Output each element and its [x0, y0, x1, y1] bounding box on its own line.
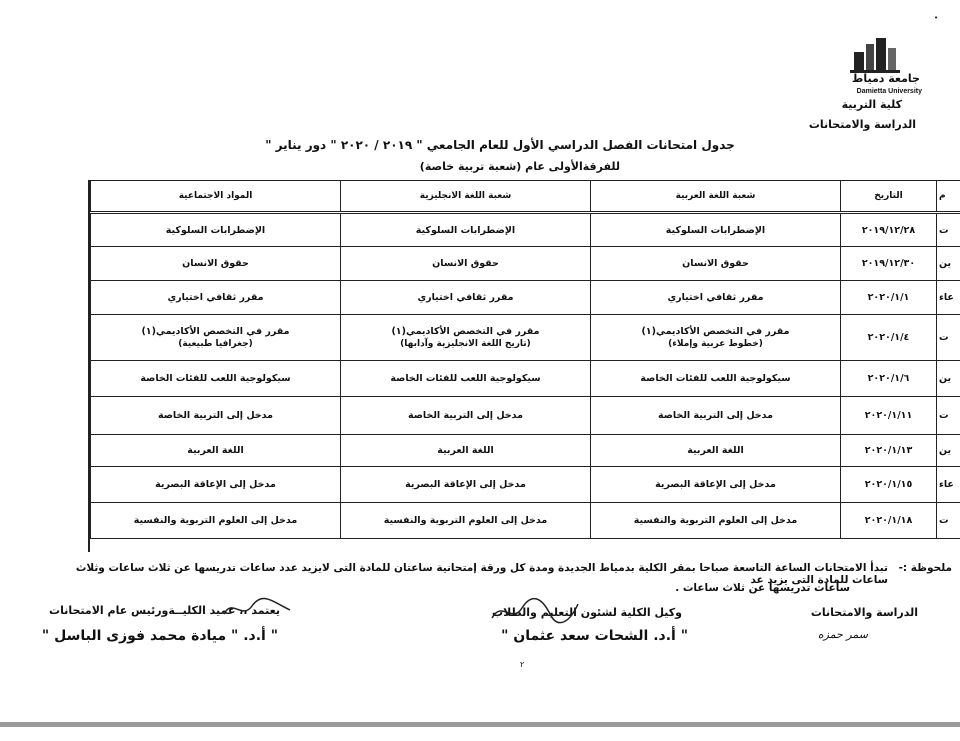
- note-text: تبدأ الامتحانات الساعة التاسعة صباحا بمقر الكلية بدمياط الجديدة ومدة كل ورقة إمتحانية ساعتان للمادة التى لايزيد عدد ساعات تدريسها عن ثلاث ساعات وثلاث ساعات للمادة التى يزيد عد: [75, 562, 888, 586]
- vice-dean-signature-icon: [490, 596, 580, 626]
- row-date: ٢٠١٩/١٢/٢٨: [841, 213, 937, 247]
- subject-text: مدخل إلى العلوم التربوية والنفسية: [633, 515, 798, 526]
- row-day: ت: [937, 315, 960, 361]
- vice-dean-name: " أ.د. الشحات سعد عثمان ": [501, 628, 688, 644]
- note-text-continued: ساعات تدريسها عن ثلاث ساعات .: [675, 582, 850, 594]
- subject-text: مقرر ثقافي اختياري: [667, 292, 764, 303]
- schedule-table: [90, 180, 960, 539]
- row-subject-arabic: [591, 281, 841, 315]
- row-subject-english: [341, 503, 591, 539]
- row-subject-arabic: [591, 361, 841, 397]
- row-date: ٢٠٢٠/١/١٥: [841, 467, 937, 503]
- row-day: ت: [937, 397, 960, 435]
- row-subject-arabic: [591, 503, 841, 539]
- row-subject-social: [91, 315, 341, 361]
- subject-text: مقرر في التخصص الأكاديمي(١): [141, 326, 290, 337]
- row-subject-english: [341, 315, 591, 361]
- row-day: ت: [937, 503, 960, 539]
- table-row: [91, 281, 960, 315]
- header-date: التاريخ: [841, 181, 937, 213]
- row-subject-english: [341, 361, 591, 397]
- subject-text: مدخل إلى العلوم التربوية والنفسية: [133, 515, 298, 526]
- row-subject-arabic: [591, 397, 841, 435]
- subject-text: سيكولوجية اللعب للفئات الخاصة: [140, 373, 291, 384]
- table-row: [91, 397, 960, 435]
- dean-signature-icon: [222, 596, 292, 622]
- row-subject-arabic: [591, 315, 841, 361]
- row-subject-arabic: [591, 247, 841, 281]
- subject-text: مدخل إلى التربية الخاصة: [657, 410, 774, 421]
- row-subject-arabic: [591, 213, 841, 247]
- row-subject-social: [91, 281, 341, 315]
- bottom-rule: [0, 722, 960, 727]
- row-subject-arabic: [591, 435, 841, 467]
- page-title-text: جدول امتحانات الفصل الدراسي الأول للعام الجامعي " ٢٠١٩ / ٢٠٢٠ " دور يناير ": [265, 138, 735, 152]
- row-subject-social: [91, 397, 341, 435]
- subject-text: مقرر ثقافي اختياري: [167, 292, 264, 303]
- corner-mark: •: [934, 14, 939, 22]
- row-subject-english: [341, 467, 591, 503]
- row-subject-english: [341, 247, 591, 281]
- table-row: [91, 435, 960, 467]
- subject-text: اللغة العربية: [437, 445, 494, 456]
- row-day: ت: [937, 213, 960, 247]
- row-subject-english: [341, 213, 591, 247]
- subject-text: حقوق الانسان: [432, 258, 499, 269]
- subject-text: مقرر في التخصص الأكاديمي(١): [391, 326, 540, 337]
- table-row: [91, 213, 960, 247]
- subject-subtitle: (جغرافيا طبيعية): [178, 339, 253, 349]
- row-subject-social: [91, 247, 341, 281]
- row-day: عاء: [937, 467, 960, 503]
- subject-text: سيكولوجية اللعب للفئات الخاصة: [390, 373, 541, 384]
- row-subject-social: [91, 503, 341, 539]
- row-date: ٢٠١٩/١٢/٣٠: [841, 247, 937, 281]
- subject-text: مدخل إلى الإعاقة البصرية: [655, 479, 776, 490]
- schedule-table-wrapper: [88, 180, 960, 552]
- page-number: ٢: [520, 660, 525, 669]
- note-label: ملحوظة :-: [898, 562, 952, 574]
- table-row: [91, 315, 960, 361]
- row-subject-social: [91, 467, 341, 503]
- subject-text: مدخل إلى الإعاقة البصرية: [405, 479, 526, 490]
- row-subject-english: [341, 281, 591, 315]
- subject-text: مقرر في التخصص الأكاديمي(١): [641, 326, 790, 337]
- row-date: ٢٠٢٠/١/١٣: [841, 435, 937, 467]
- table-row: [91, 467, 960, 503]
- studies-signature-title: الدراسة والامتحانات: [810, 606, 918, 619]
- subject-text: مقرر ثقافي اختياري: [417, 292, 514, 303]
- header-english: شعبة اللغة الانجليزية: [341, 181, 591, 213]
- subject-text: مدخل إلى التربية الخاصة: [157, 410, 274, 421]
- university-logo-icon: [846, 38, 906, 74]
- faculty-name: كلية التربية: [841, 98, 902, 111]
- subject-text: الإضطرابات السلوكية: [165, 224, 266, 236]
- table-header-row: [91, 181, 960, 213]
- page-title: [0, 138, 960, 152]
- dean-title: يعتمد ،، عميد الكليــةورئيس عام الامتحانات: [49, 604, 280, 617]
- subject-subtitle: (خطوط عربية وإملاء): [668, 339, 763, 349]
- subject-subtitle: (تاريخ اللغة الانجليزية وآدابها): [400, 339, 531, 349]
- subject-text: اللغة العربية: [187, 445, 244, 456]
- header-arabic: شعبة اللغة العربية: [591, 181, 841, 213]
- row-subject-english: [341, 397, 591, 435]
- university-name-ar: جامعة دمياط: [851, 72, 920, 85]
- row-subject-arabic: [591, 467, 841, 503]
- subject-text: الإضطرابات السلوكية: [665, 224, 766, 236]
- subject-text: حقوق الانسان: [682, 258, 749, 269]
- university-name-en: Damietta University: [856, 88, 922, 95]
- university-logo: [826, 38, 926, 96]
- row-subject-social: [91, 213, 341, 247]
- row-day: ين: [937, 435, 960, 467]
- dean-name: " أ.د. " ميادة محمد فوزى الباسل ": [41, 628, 278, 644]
- row-date: ٢٠٢٠/١/٦: [841, 361, 937, 397]
- subject-text: حقوق الانسان: [182, 258, 249, 269]
- header-day: م: [937, 181, 960, 213]
- subject-text: الإضطرابات السلوكية: [415, 224, 516, 236]
- subject-text: اللغة العربية: [687, 445, 744, 456]
- subject-text: مدخل إلى العلوم التربوية والنفسية: [383, 515, 548, 526]
- studies-signer-handwritten: سمر حمزه: [817, 628, 868, 641]
- table-row: [91, 503, 960, 539]
- table-row: [91, 247, 960, 281]
- subject-text: مدخل إلى الإعاقة البصرية: [155, 479, 276, 490]
- header-social: المواد الاجتماعية: [91, 181, 341, 213]
- row-date: ٢٠٢٠/١/١١: [841, 397, 937, 435]
- row-subject-english: [341, 435, 591, 467]
- row-subject-social: [91, 361, 341, 397]
- subject-text: سيكولوجية اللعب للفئات الخاصة: [640, 373, 791, 384]
- row-day: عاء: [937, 281, 960, 315]
- row-date: ٢٠٢٠/١/١٨: [841, 503, 937, 539]
- department-name: الدراسة والامتحانات: [808, 118, 916, 131]
- row-date: ٢٠٢٠/١/٤: [841, 315, 937, 361]
- row-day: ين: [937, 247, 960, 281]
- table-row: [91, 361, 960, 397]
- page-subtitle: للفرقةالأولى عام (شعبة تربية خاصة): [419, 160, 620, 173]
- vice-dean-title: وكيل الكلية لشئون التعليم والطلاب: [492, 606, 682, 619]
- row-day: ين: [937, 361, 960, 397]
- row-date: ٢٠٢٠/١/١: [841, 281, 937, 315]
- subject-text: مدخل إلى التربية الخاصة: [407, 410, 524, 421]
- row-subject-social: [91, 435, 341, 467]
